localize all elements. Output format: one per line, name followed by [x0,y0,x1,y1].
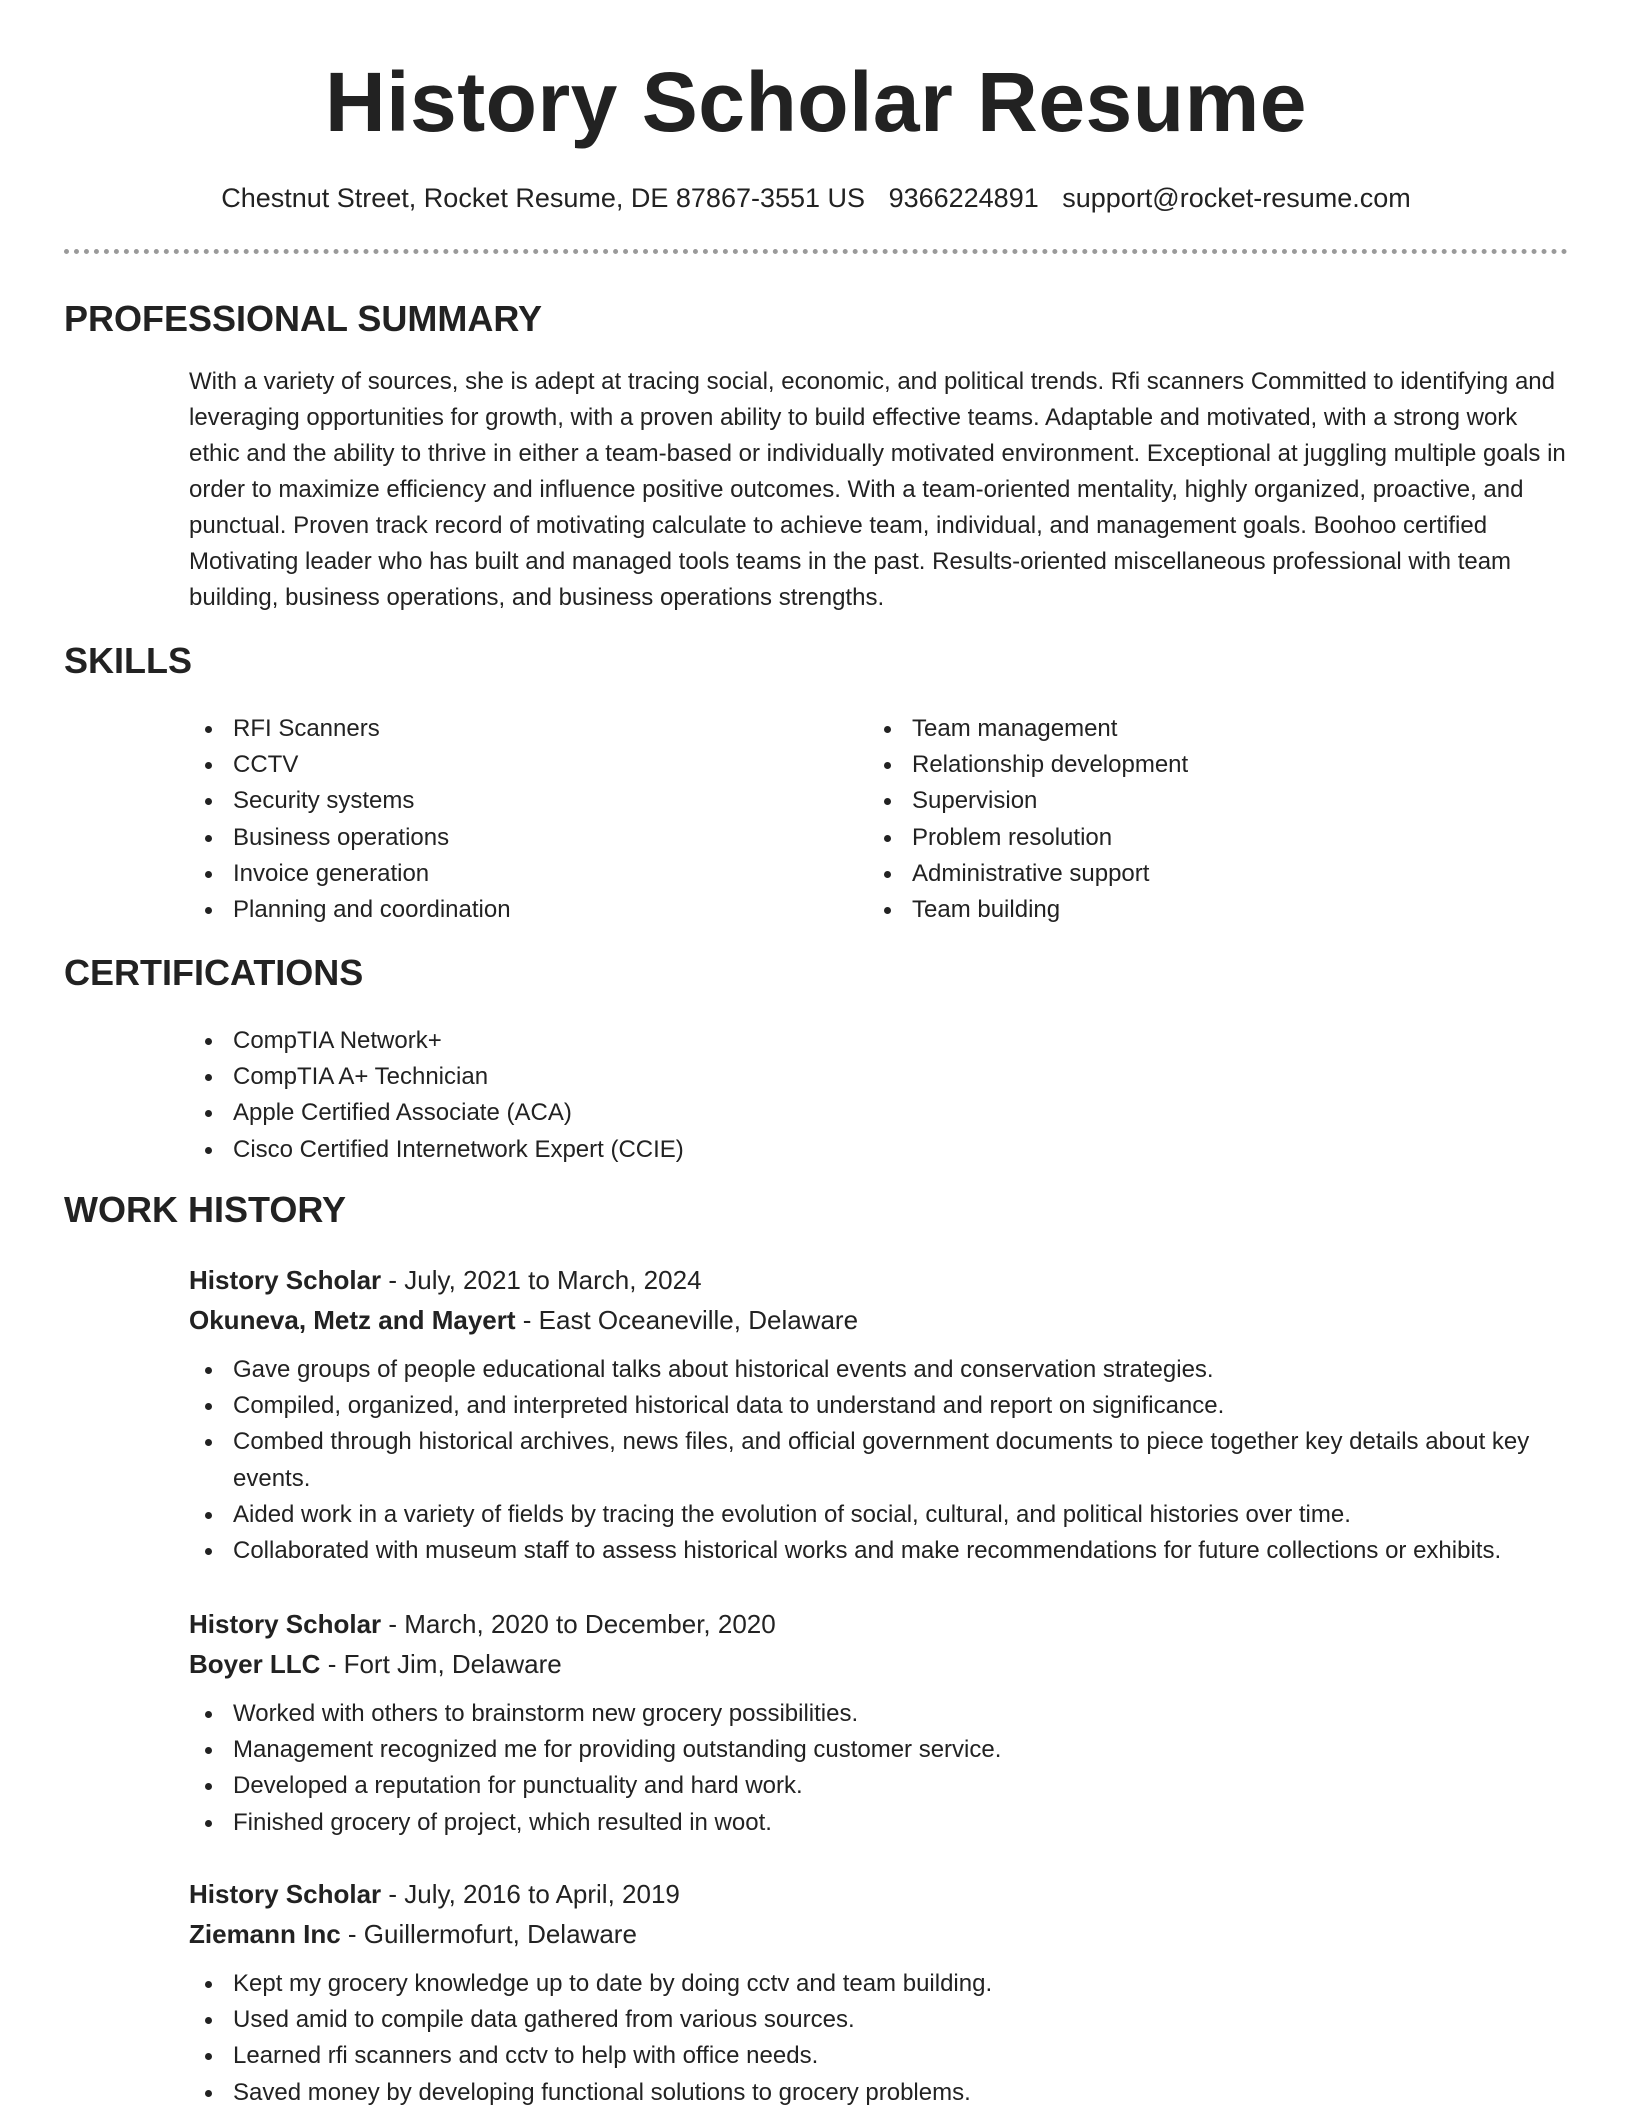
certification-item: CompTIA Network+ [189,1023,1089,1059]
job-location: - Fort Jim, Delaware [320,1649,562,1679]
skill-item: Problem resolution [868,820,1508,856]
job-company-line [189,1914,1569,1954]
resume-title: History Scholar Resume [324,55,1307,149]
job-bullet: Worked with others to brainstorm new grocery possibilities. [189,1696,1569,1732]
skill-item: Business operations [189,820,829,856]
skill-item: Invoice generation [189,856,829,892]
job-company: Ziemann Inc [189,1919,341,1949]
skill-item: Planning and coordination [189,892,829,928]
certification-item: Apple Certified Associate (ACA) [189,1095,1089,1131]
skill-item: CCTV [189,747,829,783]
job-title: History Scholar [189,1879,382,1909]
job-title-line [189,1260,1569,1300]
skills-heading: SKILLS [64,640,193,681]
skill-item: RFI Scanners [189,711,829,747]
header-divider [64,249,1568,254]
job-bullet: Kept my grocery knowledge up to date by doing cctv and team building. [189,1966,1569,2002]
job-dates: - July, 2021 to March, 2024 [381,1265,702,1295]
job-title-line [189,1874,1569,1914]
job-bullet: Collaborated with museum staff to assess historical works and make recommendations for future collections or exhibits. [189,1533,1569,1569]
job-company-line [189,1300,1569,1340]
job-company-line [189,1644,1569,1684]
skill-item: Administrative support [868,856,1508,892]
job-bullet: Developed a reputation for punctuality and hard work. [189,1768,1569,1804]
skill-item: Supervision [868,783,1508,819]
job-bullets [189,1966,1569,2111]
contact-address: Chestnut Street, Rocket Resume, DE 87867-3551 US [221,183,866,213]
job-bullet: Compiled, organized, and interpreted historical data to understand and report on significance. [189,1388,1569,1424]
contact-phone: 9366224891 [888,183,1039,213]
contact-line [0,180,1632,216]
summary-text: With a variety of sources, she is adept at tracing social, economic, and political trends. Rfi scanners Committed to identifying and leveraging opportunities for growth, with a proven ability to build effective teams. Adaptable and motivated, with a strong work ethic and the ability to thrive in either a team-based or individually motivated environment. Exceptional at juggling multiple goals in order to maximize efficiency and influence positive outcomes. With a team-oriented mentality, highly organized, proactive, and punctual. Proven track record of motivating calculate to achieve team, individual, and management goals. Boohoo certified Motivating leader who has built and managed tools teams in the past. Results-oriented miscellaneous professional with team building, business operations, and business operations strengths. [189,368,1566,611]
job-dates: - March, 2020 to December, 2020 [381,1609,776,1639]
skill-item: Team building [868,892,1508,928]
job-title: History Scholar [189,1609,382,1639]
job-bullet: Finished grocery of project, which resulted in woot. [189,1805,1569,1841]
skills-list-left [189,711,829,928]
job-bullet: Gave groups of people educational talks about historical events and conservation strategies. [189,1352,1569,1388]
certifications-heading: CERTIFICATIONS [64,952,364,993]
job-company: Okuneva, Metz and Mayert [189,1305,516,1335]
skills-list-right [868,711,1508,928]
certification-item: CompTIA A+ Technician [189,1059,1089,1095]
certification-item: Cisco Certified Internetwork Expert (CCIE) [189,1132,1089,1168]
job-location: - East Oceaneville, Delaware [515,1305,859,1335]
job-bullet: Saved money by developing functional solutions to grocery problems. [189,2075,1569,2111]
job-company: Boyer LLC [189,1649,321,1679]
job-bullet: Learned rfi scanners and cctv to help with office needs. [189,2038,1569,2074]
contact-email: support@rocket-resume.com [1062,183,1411,213]
job-location: - Guillermofurt, Delaware [340,1919,637,1949]
job-entry [189,1260,1569,1569]
job-bullets [189,1696,1569,1841]
job-bullet: Used amid to compile data gathered from various sources. [189,2002,1569,2038]
skill-item: Security systems [189,783,829,819]
job-dates: - July, 2016 to April, 2019 [381,1879,680,1909]
job-bullets [189,1352,1569,1569]
job-bullet: Management recognized me for providing outstanding customer service. [189,1732,1569,1768]
skill-item: Relationship development [868,747,1508,783]
skill-item: Team management [868,711,1508,747]
job-bullet: Combed through historical archives, news files, and official government documents to piece together key details about key events. [189,1424,1569,1496]
work-history-heading: WORK HISTORY [64,1189,347,1230]
summary-heading: PROFESSIONAL SUMMARY [64,298,543,339]
job-title-line [189,1604,1569,1644]
job-bullet: Aided work in a variety of fields by tracing the evolution of social, cultural, and political histories over time. [189,1497,1569,1533]
job-entry [189,1604,1569,1841]
job-entry [189,1874,1569,2111]
job-title: History Scholar [189,1265,382,1295]
certifications-list [189,1023,1089,1168]
